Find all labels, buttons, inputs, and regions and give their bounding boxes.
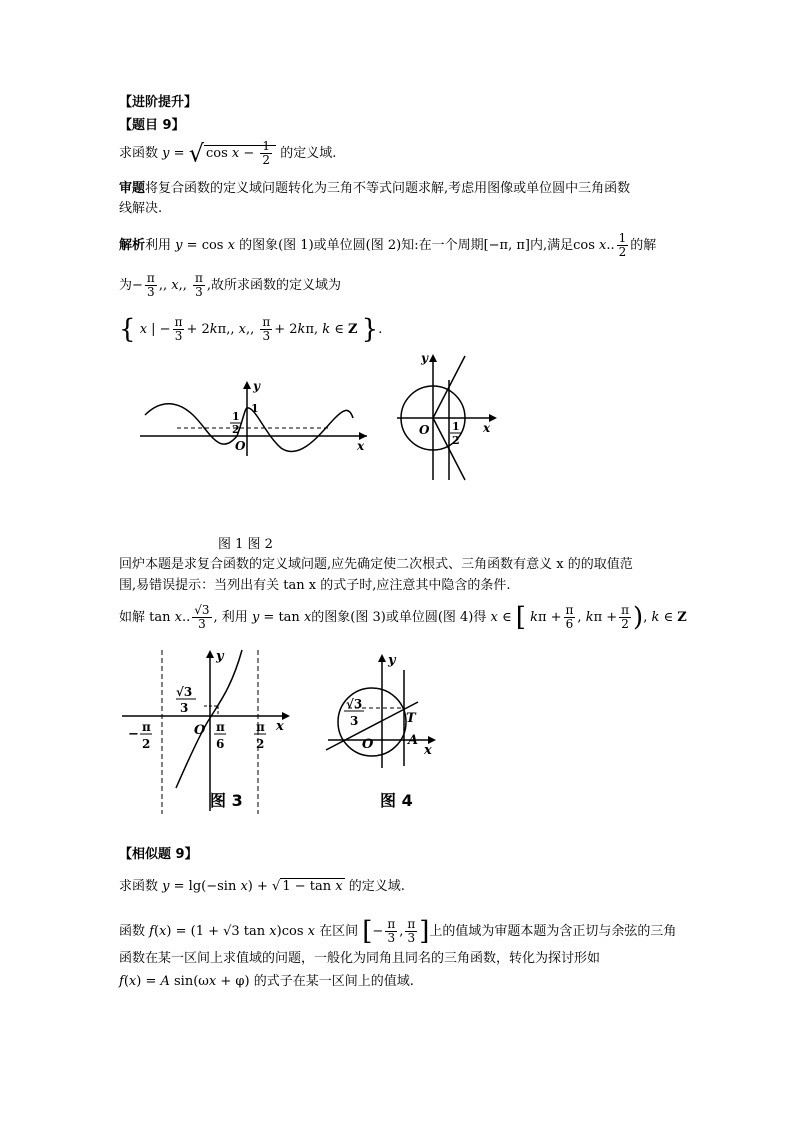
svg-text:√3: √3 (346, 697, 363, 711)
problem-statement: 求函数 y = √ cos x − $\frac{1}{2}$ 的定义域. (119, 139, 337, 168)
svg-text:O: O (362, 737, 374, 752)
svg-text:2: 2 (142, 737, 151, 751)
analysis-line-1: 审题将复合函数的定义域问题转化为三角不等式问题求解,考虑用图像或单位圆中三角函数 (119, 181, 631, 196)
svg-text:1: 1 (452, 420, 460, 433)
svg-text:6: 6 (216, 737, 225, 751)
similar-problem: 求函数 y = lg(−sin x) + √ 1 − tan x 的定义域. (119, 879, 405, 894)
svg-text:π: π (256, 720, 265, 734)
solution-line-1: 解析利用 y = cos x 的图象(图 1)或单位圆(图 2)知:在一个周期[−π, π]内,满足cos x.. $\frac{1}{2}$ 的解 (119, 231, 657, 259)
figure-3-tangent-graph (120, 646, 295, 821)
svg-text:O: O (194, 723, 206, 738)
svg-text:3: 3 (180, 701, 189, 715)
svg-text:x: x (424, 743, 432, 758)
svg-text:√3: √3 (176, 685, 193, 699)
svg-text:O: O (235, 439, 246, 453)
svg-text:−: − (128, 727, 139, 742)
analysis-line-2: 线解决. (119, 201, 163, 216)
svg-text:y: y (253, 379, 260, 393)
example-line: 如解 tan x.. $\frac{√3}{3}$ , 利用 y = tan x的图象(图 3)或单位圆(图 4)得 x ∈ [ kπ + $\frac{\pi}{6}$ , kπ + $\frac{\pi}{2}$ ), k ∈ Z (119, 602, 687, 633)
svg-text:T: T (406, 711, 416, 726)
svg-text:2: 2 (452, 434, 460, 447)
svg-text:y: y (388, 653, 396, 668)
svg-text:π: π (142, 720, 151, 734)
svg-text:A: A (408, 733, 419, 748)
similar-text-line-3: f(x) = A sin(ωx + φ) 的式子在某一区间上的值域. (119, 974, 414, 989)
figure-4-label: 图 4 (380, 791, 413, 810)
svg-text:x: x (483, 421, 491, 435)
figure-1-cosine-graph (135, 378, 375, 458)
svg-text:x: x (357, 439, 365, 453)
svg-text:x: x (276, 719, 284, 734)
svg-text:y: y (216, 649, 224, 664)
similar-text-line-1: 函数 f(x) = (1 + √3 tan x)cos x 在区间 [− $\frac{\pi}{3}$ , $\frac{\pi}{3}$ ]上的值域为审题本题为含正切与余弦的三角 (119, 916, 677, 947)
svg-text:1: 1 (232, 410, 240, 423)
section-title: 【进阶提升】 (119, 95, 198, 110)
figure-2-unit-circle (395, 352, 505, 492)
svg-text:1: 1 (251, 402, 259, 415)
review-line-1: 回炉本题是求复合函数的定义域问题,应先确定使二次根式、三角函数有意义 x 的的取值范 (119, 557, 633, 572)
similar-title: 【相似题 9】 (119, 847, 198, 862)
svg-text:O: O (419, 423, 430, 437)
problem-title: 【题目 9】 (119, 118, 185, 133)
svg-text:π: π (216, 720, 225, 734)
svg-text:2: 2 (232, 423, 240, 436)
domain-answer: { x | − $\frac{\pi}{3}$ + 2kπ,, x,, $\frac{\pi}{3}$ + 2kπ, k ∈ Z }. (119, 314, 383, 345)
figure-4-unit-circle (322, 650, 442, 770)
figure-1-2-caption: 图 1 图 2 (218, 537, 273, 552)
figure-3-label: 图 3 (210, 791, 243, 810)
solution-line-2: 为− $\frac{\pi}{3}$ ,, x,, $\frac{\pi}{3}$ ,故所求函数的定义域为 (119, 271, 341, 299)
review-line-2: 围,易错误提示：当列出有关 tan x 的式子时,应注意其中隐含的条件. (119, 578, 511, 593)
svg-text:2: 2 (256, 737, 265, 751)
similar-text-line-2: 函数在某一区间上求值域的问题，一般化为同角且同名的三角函数，转化为探讨形如 (119, 951, 601, 966)
svg-text:y: y (421, 352, 428, 365)
svg-text:3: 3 (350, 714, 359, 728)
